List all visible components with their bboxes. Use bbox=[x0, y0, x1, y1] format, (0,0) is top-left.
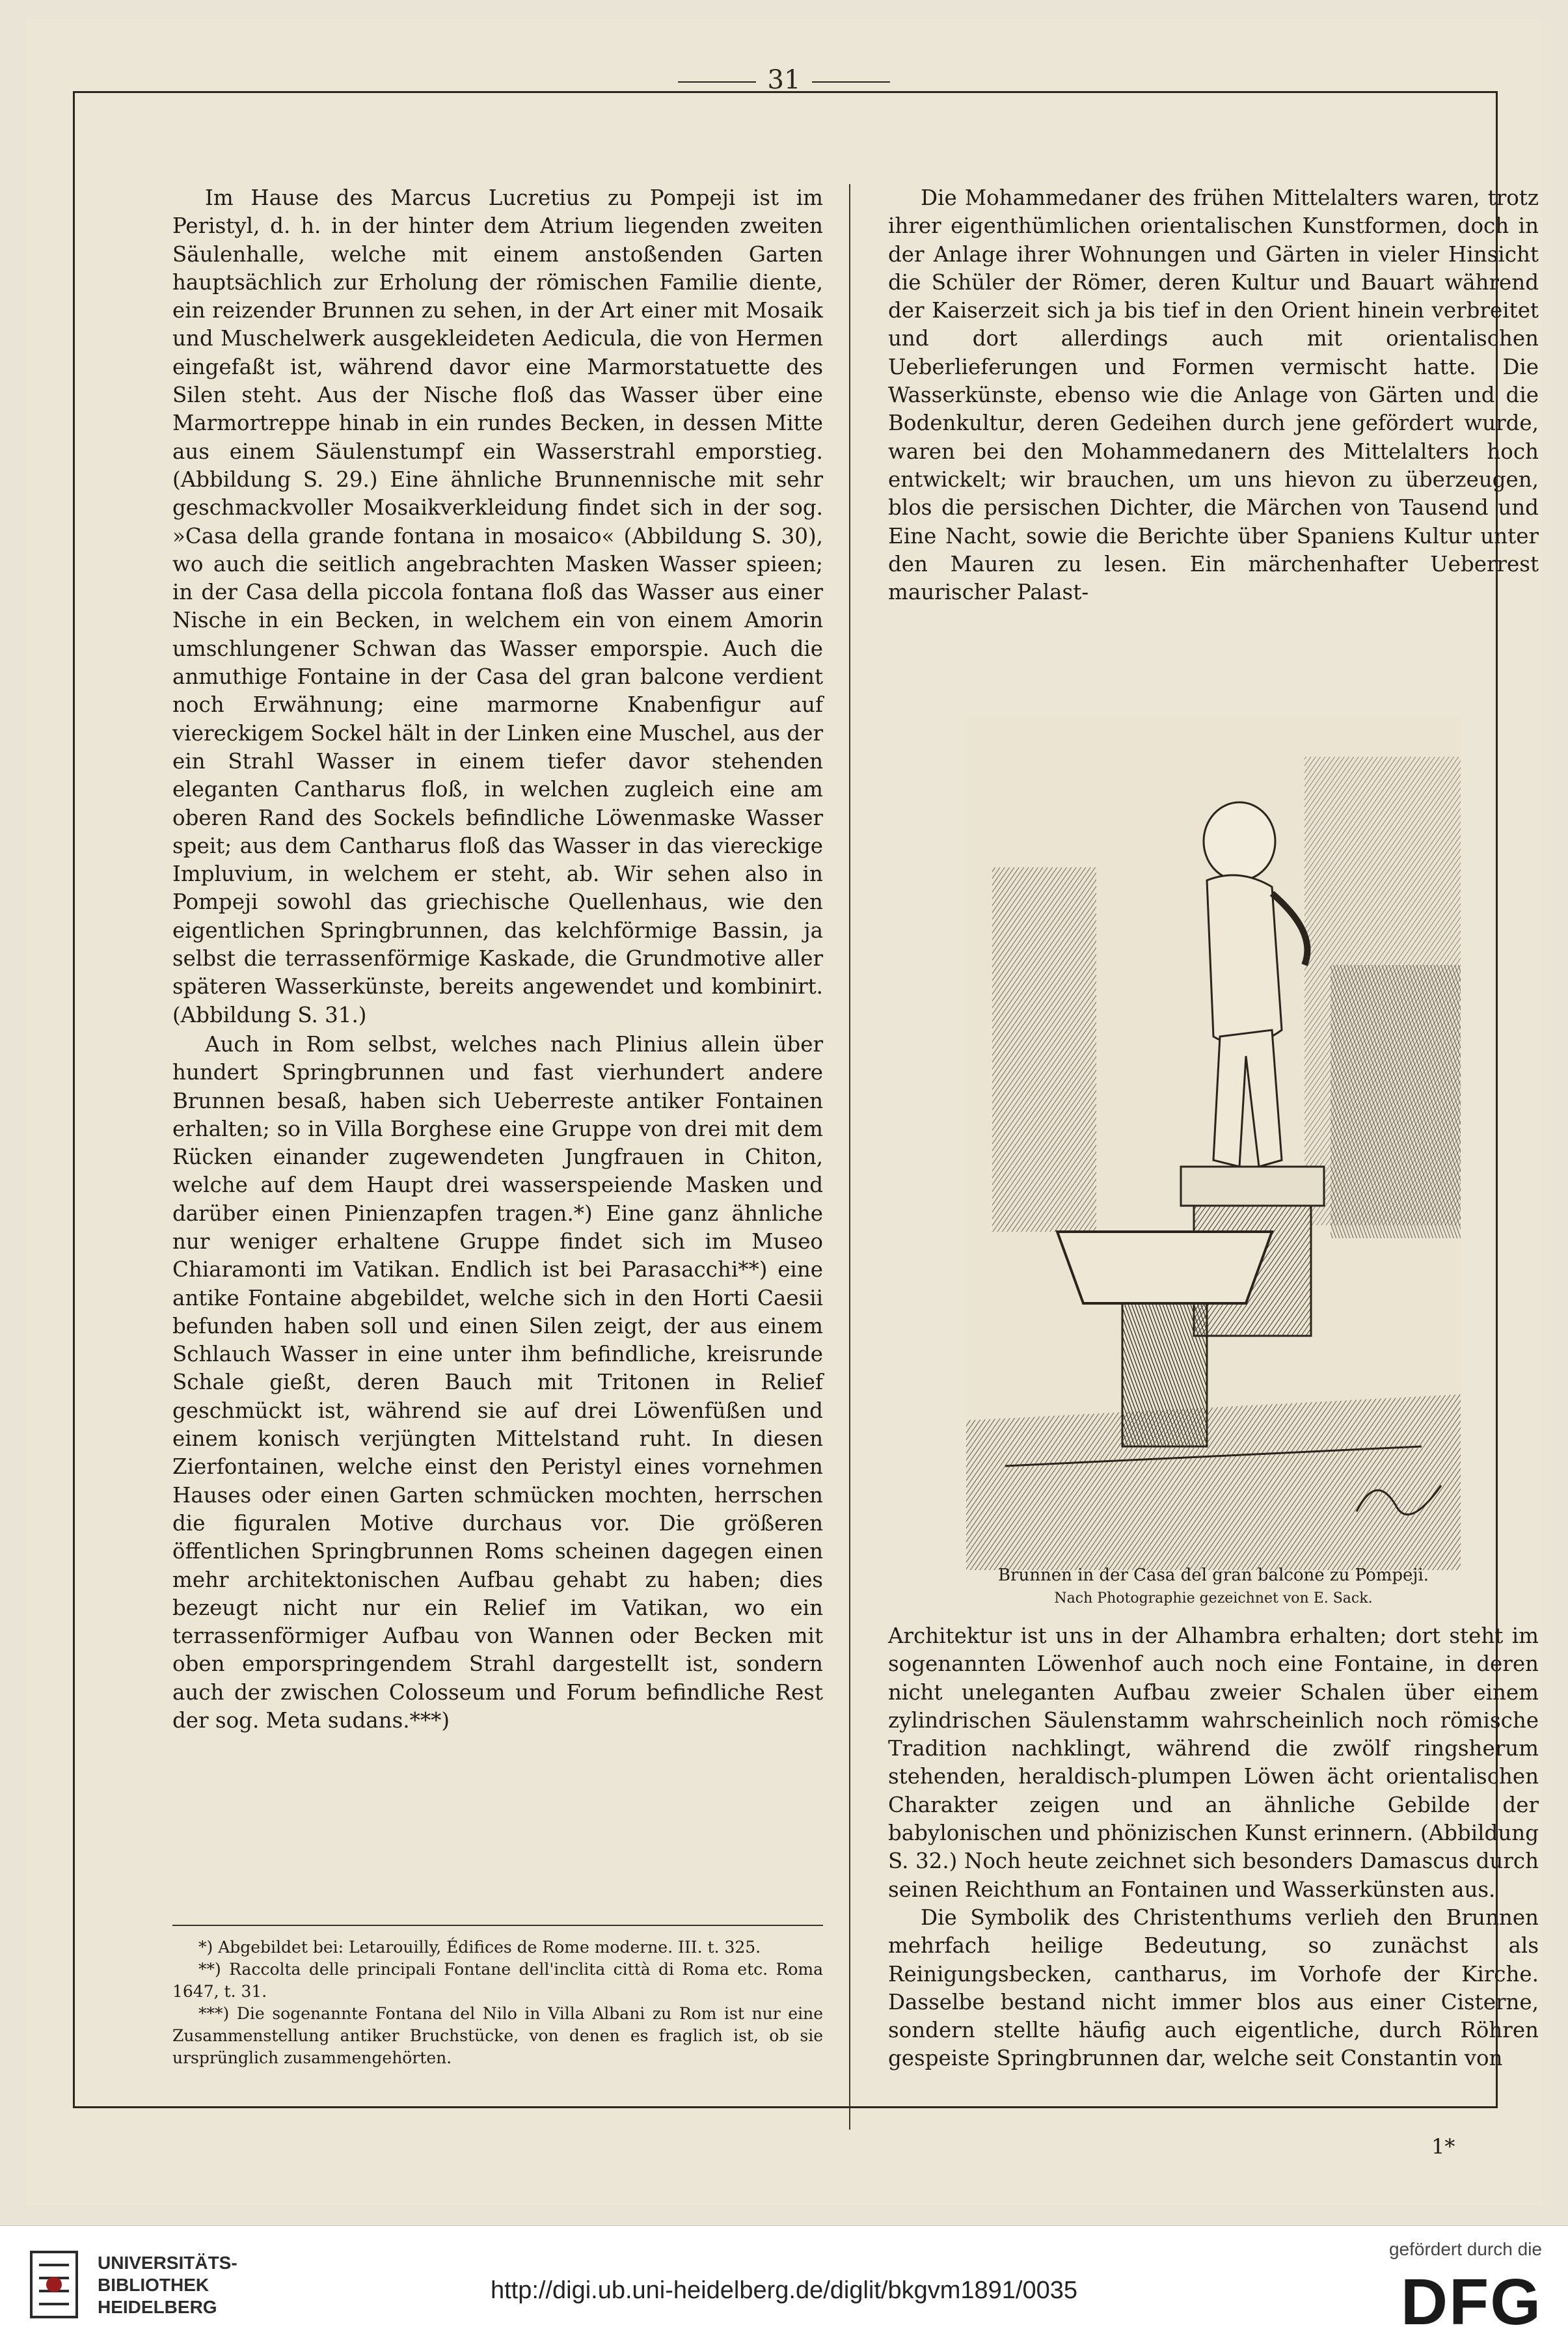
dfg-logo: DFG bbox=[1400, 2266, 1542, 2339]
caption-credit: Nach Photographie gezeichnet von E. Sack. bbox=[1054, 1590, 1373, 1607]
footnote-rule bbox=[172, 1925, 823, 1926]
sheet-signature: 1* bbox=[1431, 2134, 1455, 2159]
fountain-drawing bbox=[966, 718, 1461, 1570]
right-column-continued bbox=[888, 1622, 1539, 2073]
paragraph: Auch in Rom selbst, welches nach Plinius allein über hundert Springbrunnen und fast vierhundert andere Brunnen besaß, haben sich Ueberreste antiker Fontainen erhalten; so in Villa Borghese eine Gruppe von drei mit dem Rücken einander zugewendeten Jungfrauen in Chiton, welche auf dem Haupt drei wasserspeiende Masken und darüber einen Pinienzapfen tragen.*) Eine ganz ähnliche nur weniger erhaltene Gruppe findet sich im Museo Chiaramonti im Vatikan. Endlich ist bei Parasacchi**) eine antike Fontaine abgebildet, welche sich in den Horti Caesii befunden haben soll und einen Silen zeigt, der aus einem Schlauch Wasser in eine unter ihm befindliche, kreisrunde Schale gießt, deren Bauch mit Tritonen in Relief geschmückt ist, während sie auf drei Löwenfüßen und einem konisch verjüngten Mittelstand ruht. In diesen Zierfontainen, welche einst den Peristyl eines vornehmen Hauses oder einen Garten schmücken mochten, herrschen die figuralen Motive durchaus vor. Die größeren öffentlichen Springbrunnen Roms scheinen dagegen einen mehr architektonischen Aufbau gehabt zu haben; dies bezeugt nicht nur ein Relief im Vatikan, wo ein terrassenförmiger Aufbau von Wannen oder Becken mit oben emporspringendem Strahl dargestellt ist, sondern auch der zwischen Colosseum und Forum befindliche Rest der sog. Meta sudans.***) bbox=[172, 1031, 823, 1733]
ornament-right bbox=[812, 81, 890, 83]
library-name: UNIVERSITÄTS- BIBLIOTHEK HEIDELBERG bbox=[98, 2253, 237, 2317]
ornament-left bbox=[678, 81, 756, 83]
paragraph: Architektur ist uns in der Alhambra erhalten; dort steht im sogenannten Löwenhof auch noch eine Fontaine, in deren nicht uneleganten Aufbau zweier Schalen über einem zylindrischen Säulenstamm wahrscheinlich noch römische Tradition nachklingt, während die zwölf ringsherum stehenden, heraldisch-plumpen Löwen ächt orientalischen Charakter zeigen und an ähnliche Gebilde der babylonischen und phönizischen Kunst erinnern. (Abbildung S. 32.) Noch heute zeichnet sich besonders Damascus durch seinen Reichthum an Fontainen und Wasserkünsten aus. bbox=[888, 1623, 1539, 1902]
figure-caption bbox=[888, 1564, 1539, 1610]
scanned-page bbox=[26, 20, 1542, 2206]
page-frame bbox=[73, 91, 1539, 2108]
funding-note: gefördert durch die bbox=[1388, 2239, 1542, 2259]
footnote: **) Raccolta delle principali Fontane dell'inclita città di Roma etc. Roma 1647, t. 31. bbox=[172, 1960, 823, 2001]
left-column bbox=[172, 184, 823, 1736]
caption-title: Brunnen in der Casa del gran balcone zu Pompeji. bbox=[997, 1566, 1429, 1585]
paragraph: Im Hause des Marcus Lucretius zu Pompeji ist im Peristyl, d. h. in der hinter dem Atrium liegenden zweiten Säulenhalle, welche mit einem anstoßenden Garten hauptsächlich zur Erholung der römischen Familie diente, ein reizender Brunnen zu sehen, in der Art einer mit Mosaik und Muschelwerk ausgekleideten Aedicula, die von Hermen eingefaßt ist, während davor eine Marmorstatuette des Silen steht. Aus der Nische floß das Wasser über eine Marmortreppe hinab in ein rundes Becken, in dessen Mitte aus einem Säulenstumpf ein Wasserstrahl emporstieg. (Abbildung S. 29.) Eine ähnliche Brunnennische mit sehr geschmackvoller Mosaikverkleidung findet sich in der sog. »Casa della grande fontana in mosaico« (Abbildung S. 30), wo auch die seitlich angebrachten Masken Wasser spieen; in der Casa della piccola fontana floß das Wasser aus einer Nische in ein Becken, in welchem ein von einem Amorin umschlungener Schwan das Wasser emporspie. Auch die anmuthige Fontaine in der Casa del gran balcone verdient noch Erwähnung; eine marmorne Knabenfigur auf viereckigem Sockel hält in der Linken eine Muschel, aus der ein Strahl Wasser in einem tiefer davor stehenden eleganten Cantharus floß, in welchen zugleich eine am oberen Rand des Sockels befindliche Löwenmaske Wasser speit; aus dem Cantharus floß das Wasser in das viereckige Impluvium, in welchem er steht, ab. Wir sehen also in Pompeji sowohl das griechische Quellenhaus, wie den eigentlichen Springbrunnen, das kelchförmige Bassin, ja selbst die terrassenförmige Kaskade, die Grundmotive aller späteren Wasserkünste, bereits angewendet und kombinirt. (Abbildung S. 31.) bbox=[172, 185, 823, 1027]
footnote: ***) Die sogenannte Fontana del Nilo in Villa Albani zu Rom ist nur eine Zusammenstellung antiker Bruchstücke, von denen es fraglich ist, ob sie ursprünglich zusammengehörten. bbox=[172, 2004, 823, 2067]
permalink-url[interactable]: http://digi.ub.uni-heidelberg.de/diglit/bkgvm1891/0035 bbox=[490, 2277, 1078, 2304]
footer-bar bbox=[0, 2225, 1568, 2347]
fountain-illustration bbox=[966, 718, 1461, 1570]
right-column bbox=[888, 184, 1539, 608]
footnotes bbox=[172, 1925, 823, 2069]
paragraph: Die Symbolik des Christenthums verlieh den Brunnen mehrfach heilige Bedeutung, so zunächst als Reinigungsbecken, cantharus, im Vorhofe der Kirche. Dasselbe bestand nicht immer blos aus einer Cisterne, sondern stellte häufig auch eigentliche, durch Röhren gespeiste Springbrunnen dar, welche seit Constantin von bbox=[888, 1905, 1539, 2071]
page-number: 31 bbox=[26, 65, 1542, 95]
footnote: *) Abgebildet bei: Letarouilly, Édifices de Rome moderne. III. t. 325. bbox=[198, 1938, 761, 1957]
paragraph: Die Mohammedaner des frühen Mittelalters waren, trotz ihrer eigenthümlichen orientalischen Kunstformen, doch in der Anlage ihrer Wohnungen und Gärten in vieler Hinsicht die Schüler der Römer, deren Kultur und Bauart während der Kaiserzeit sich ja bis tief in den Orient hinein verbreitet und dort allerdings auch mit orientalischen Ueberlieferungen und Formen vermischt hatte. Die Wasserkünste, ebenso wie die Anlage von Gärten und die Bodenkultur, deren Gedeihen durch jene gefördert wurde, waren bei den Mohammedanern des Mittelalters hoch entwickelt; wir brauchen, um uns hievon zu überzeugen, blos die persischen Dichter, die Märchen von Tausend und Eine Nacht, sowie die Berichte über Spaniens Kultur unter den Mauren zu lesen. Ein märchenhafter Ueberrest maurischer Palast- bbox=[888, 185, 1539, 605]
column-divider bbox=[849, 184, 850, 2130]
